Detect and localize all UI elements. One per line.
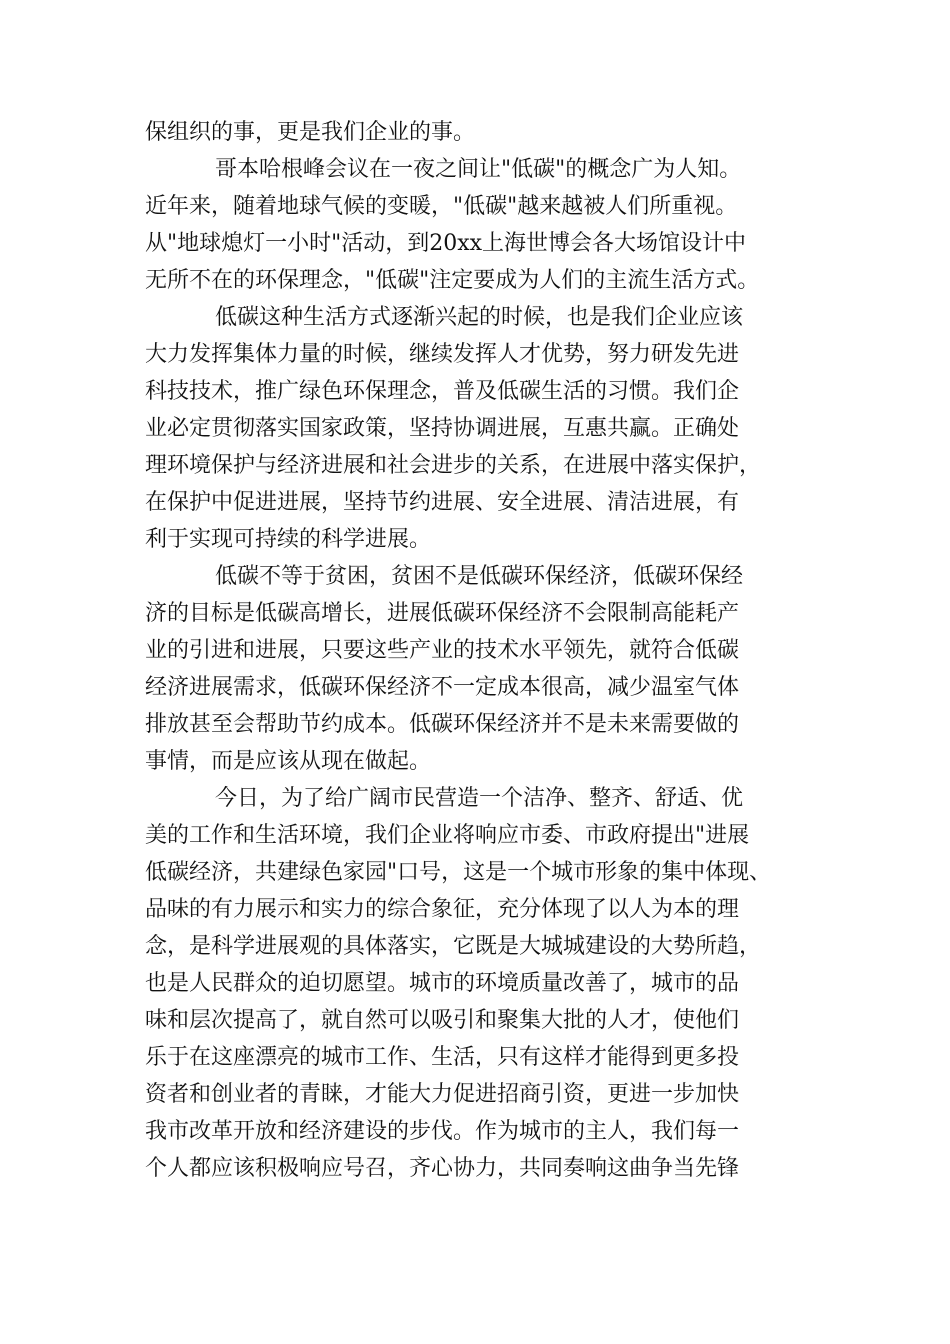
paragraph-first-line: 低碳这种生活方式逐渐兴起的时候，也是我们企业应该	[215, 305, 744, 330]
text-line: 我市改革开放和经济建设的步伐。作为城市的主人，我们每一	[145, 1119, 740, 1144]
text-line: 理环境保护与经济进展和社会进步的关系，在进展中落实保护，	[145, 453, 762, 478]
text-line: 业必定贯彻落实国家政策，坚持协调进展，互惠共赢。正确处	[145, 416, 740, 441]
text-line: 也是人民群众的迫切愿望。城市的环境质量改善了，城市的品	[145, 971, 740, 996]
text-line: 念，是科学进展观的具体落实，它既是大城城建设的大势所趋，	[145, 934, 762, 959]
paragraph-first-line: 哥本哈根峰会议在一夜之间让"低碳"的概念广为人知。	[215, 157, 742, 182]
text-line: 低碳经济，共建绿色家园"口号，这是一个城市形象的集中体现、	[145, 860, 772, 885]
text-line: 利于实现可持续的科学进展。	[145, 527, 432, 552]
text-line: 保组织的事，更是我们企业的事。	[145, 120, 476, 145]
text-line: 乐于在这座漂亮的城市工作、生活，只有这样才能得到更多投	[145, 1045, 740, 1070]
document-body	[145, 114, 815, 1187]
text-line: 济的目标是低碳高增长，进展低碳环保经济不会限制高能耗产	[145, 601, 740, 626]
text-line: 经济进展需求，低碳环保经济不一定成本很高，减少温室气体	[145, 675, 740, 700]
text-line: 在保护中促进进展，坚持节约进展、安全进展、清洁进展，有	[145, 490, 740, 515]
text-line: 近年来，随着地球气候的变暖，"低碳"越来越被人们所重视。	[145, 194, 738, 219]
text-line: 美的工作和生活环境，我们企业将响应市委、市政府提出"进展	[145, 823, 750, 848]
text-line: 科技技术，推广绿色环保理念，普及低碳生活的习惯。我们企	[145, 379, 740, 404]
text-line: 从"地球熄灯一小时"活动，到20xx上海世博会各大场馆设计中	[145, 231, 747, 256]
text-line: 大力发挥集体力量的时候，继续发挥人才优势，努力研发先进	[145, 342, 740, 367]
text-line: 品味的有力展示和实力的综合象征，充分体现了以人为本的理	[145, 897, 740, 922]
text-line: 无所不在的环保理念，"低碳"注定要成为人们的主流生活方式。	[145, 268, 760, 293]
text-line: 个人都应该积极响应号召，齐心协力，共同奏响这曲争当先锋	[145, 1156, 740, 1181]
paragraph-first-line: 低碳不等于贫困，贫困不是低碳环保经济，低碳环保经	[215, 564, 744, 589]
text-line: 排放甚至会帮助节约成本。低碳环保经济并不是未来需要做的	[145, 712, 740, 737]
paragraph-first-line: 今日，为了给广阔市民营造一个洁净、整齐、舒适、优	[215, 786, 744, 811]
text-line: 事情，而是应该从现在做起。	[145, 749, 432, 774]
text-line: 资者和创业者的青睐，才能大力促进招商引资，更进一步加快	[145, 1082, 740, 1107]
text-line: 业的引进和进展，只要这些产业的技术水平领先，就符合低碳	[145, 638, 740, 663]
text-line: 味和层次提高了，就自然可以吸引和聚集大批的人才，使他们	[145, 1008, 740, 1033]
